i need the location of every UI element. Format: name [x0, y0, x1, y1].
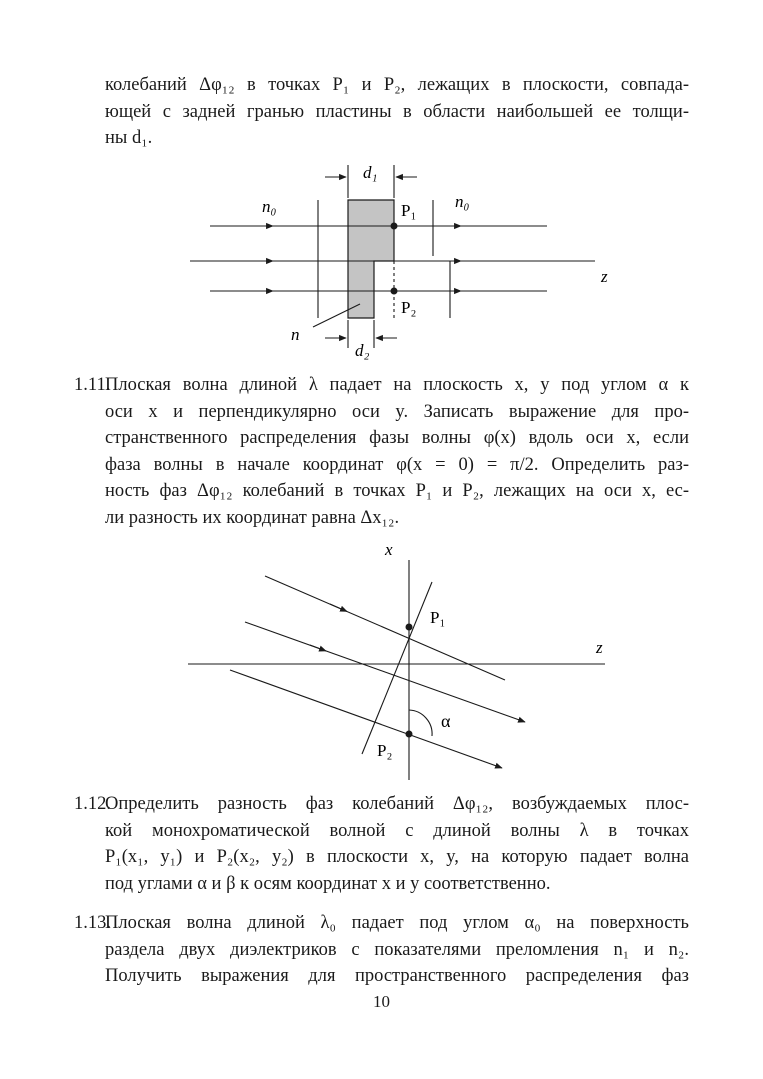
text-line: ность фаз Δφ₁₂ колебаний в точках P₁ и P₂, лежащих на оси x, ес-	[105, 481, 689, 501]
text-line: раздела двух диэлектриков с показателями преломления n₁ и n₂.	[105, 939, 689, 960]
label-z: z	[601, 267, 608, 286]
text-line: колебаний Δφ₁₂ в точках P₁ и P₂, лежащих в плоскости, совпада-	[105, 75, 689, 95]
point-P1	[391, 223, 398, 230]
text-line: ющей с задней гранью пластины в области наибольшей ее толщи-	[105, 101, 689, 122]
label-x: x	[385, 540, 393, 559]
ray	[245, 622, 525, 722]
label-d2: d₂	[355, 341, 370, 360]
point-P1	[406, 624, 413, 631]
label-P2: P₂	[401, 298, 417, 317]
text-line: под углами α и β к осям координат x и y соответственно.	[105, 873, 551, 894]
point-P2	[391, 288, 398, 295]
label-P1: P₁	[430, 608, 446, 627]
text-line: странственного распределения фазы волны φ(x) вдоль оси x, если	[105, 428, 689, 448]
text-line: ны d₁.	[105, 128, 153, 148]
label-n: n	[291, 325, 300, 344]
problem-1-12	[105, 791, 689, 897]
point-P2	[406, 731, 413, 738]
text-line: Получить выражения для пространственного распределения фаз	[105, 966, 689, 986]
problem-1-13	[105, 910, 689, 990]
problem-number: 1.13.	[74, 913, 111, 933]
label-d1: d₁	[363, 163, 378, 182]
label-n0-left: n₀	[262, 197, 277, 216]
text-line: оси x и перпендикулярно оси y. Записать выражение для про-	[105, 401, 689, 422]
label-P1: P₁	[401, 201, 417, 220]
text-line: P₁(x₁, y₁) и P₂(x₂, y₂) в плоскости x, y, на которую падает волна	[105, 847, 689, 867]
text-line: Определить разность фаз колебаний Δφ₁₂, возбуждаемых плос-	[105, 794, 689, 814]
problem-number: 1.11.	[74, 375, 111, 395]
angle-arc	[409, 710, 432, 736]
text-line: ли разность их координат равна Δx₁₂.	[105, 507, 400, 528]
text-line: фаза волны в начале координат φ(x = 0) = π/2. Определить раз-	[105, 454, 689, 475]
intro-paragraph	[105, 72, 689, 152]
label-alpha: α	[441, 711, 451, 731]
problem-1-11	[105, 372, 689, 531]
text-line: Плоская волна длиной λ падает на плоскость x, y под углом α к	[105, 375, 689, 395]
plate-shape	[348, 200, 394, 318]
label-z: z	[596, 638, 603, 657]
label-P2: P₂	[377, 741, 393, 760]
problem-number: 1.12.	[74, 794, 111, 814]
label-n0-right: n₀	[455, 192, 470, 211]
figure-plate	[185, 160, 625, 360]
ray	[230, 670, 502, 768]
text-line: Плоская волна длиной λ₀ падает под углом α₀ на поверхность	[105, 913, 689, 933]
text-line: кой монохроматической волной с длиной волны λ в точках	[105, 820, 689, 841]
page-number: 10	[373, 992, 390, 1011]
figure-oblique-wave	[180, 540, 620, 785]
